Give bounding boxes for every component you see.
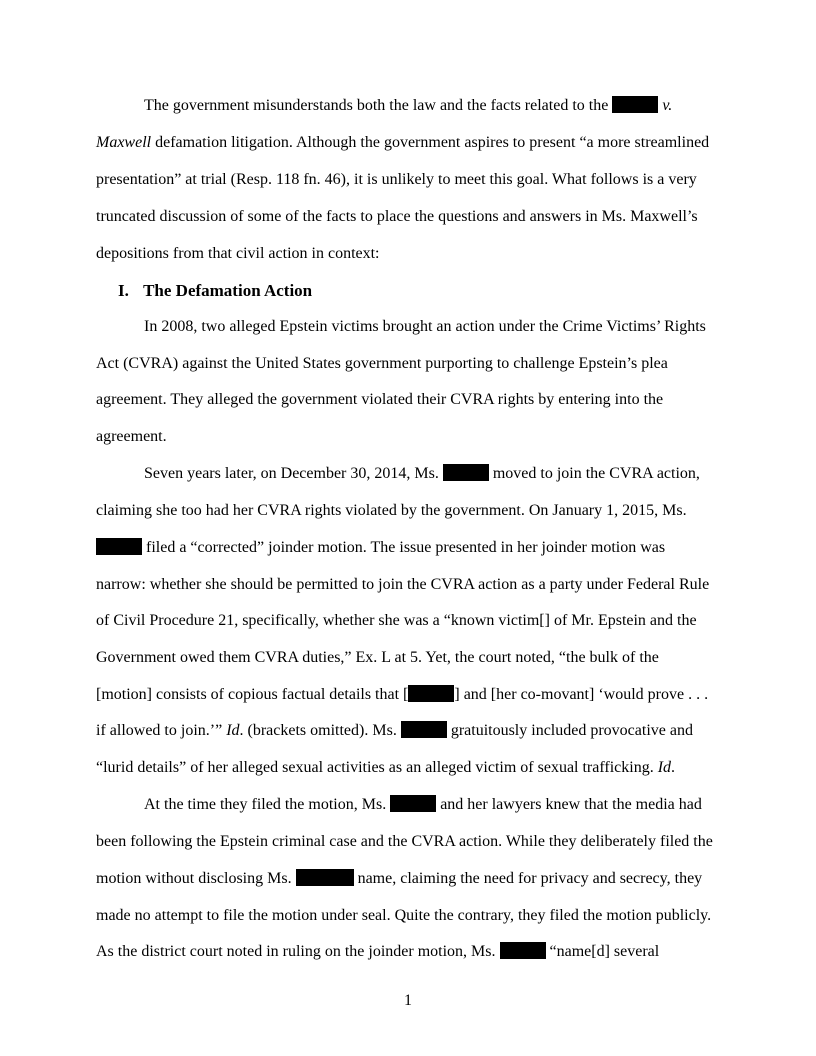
paragraph-2-line-3: agreement. They alleged the government violated their CVRA rights by entering into the — [96, 391, 664, 408]
text: ] and [her co-movant] ‘would prove . . . — [454, 686, 709, 703]
paragraph-3-line-5: of Civil Procedure 21, specifically, whether she was a “known victim[] of Mr. Epstein and the — [96, 612, 697, 629]
text: Seven years later, on December 30, 2014, Ms. — [144, 465, 439, 482]
paragraph-3-line-3 — [96, 538, 665, 558]
paragraph-3-line-4: narrow: whether she should be permitted to join the CVRA action as a party under Federal Rule — [96, 576, 710, 593]
text: [motion] consists of copious factual details that [ — [96, 686, 409, 703]
paragraph-4-line-4: made no attempt to file the motion under seal. Quite the contrary, they filed the motion publicly. — [96, 907, 712, 924]
paragraph-3-line-6: Government owed them CVRA duties,” Ex. L at 5. Yet, the court noted, “the bulk of the — [96, 649, 659, 666]
paragraph-1-line-3: presentation” at trial (Resp. 118 fn. 46), it is unlikely to meet this goal. What follows is a very — [96, 171, 697, 188]
redaction-box — [401, 721, 447, 738]
page-number: 1 — [404, 992, 412, 1009]
paragraph-4-line-3 — [96, 869, 702, 889]
redaction-box — [408, 685, 454, 702]
paragraph-2-line-1: In 2008, two alleged Epstein victims brought an action under the Crime Victims’ Rights — [144, 318, 706, 335]
text: defamation litigation. Although the government aspires to present “a more streamlined — [155, 134, 710, 151]
redaction-box — [443, 464, 489, 481]
heading-title: The Defamation Action — [143, 281, 313, 300]
section-heading — [118, 281, 312, 301]
paragraph-3-line-2: claiming she too had her CVRA rights violated by the government. On January 1, 2015, Ms. — [96, 502, 687, 519]
heading-number: I. — [118, 281, 129, 300]
text: The government misunderstands both the law and the facts related to the — [144, 97, 609, 114]
redaction-box — [390, 795, 436, 812]
paragraph-1-line-5: depositions from that civil action in context: — [96, 245, 380, 262]
citation-italic: Id — [657, 759, 672, 776]
paragraph-3-line-1 — [144, 464, 700, 484]
paragraph-3-line-9 — [96, 758, 675, 778]
text: “lurid details” of her alleged sexual activities as an alleged victim of sexual trafficking. — [96, 759, 654, 776]
paragraph-4-line-2: been following the Epstein criminal case and the CVRA action. While they deliberately filed the — [96, 833, 713, 850]
text: filed a “corrected” joinder motion. The issue presented in her joinder motion was — [146, 539, 666, 556]
text: motion without disclosing Ms. — [96, 870, 292, 887]
paragraph-4-line-5 — [96, 942, 659, 962]
text: . — [671, 759, 676, 776]
text: At the time they filed the motion, Ms. — [144, 796, 387, 813]
paragraph-2-line-4: agreement. — [96, 428, 167, 445]
paragraph-3-line-8 — [96, 721, 693, 741]
text: and her lawyers knew that the media had — [440, 796, 702, 813]
case-name-italic: Maxwell — [96, 134, 152, 151]
paragraph-1-line-1 — [144, 96, 672, 116]
text: if allowed to join.’” — [96, 722, 223, 739]
redaction-box — [612, 96, 658, 113]
text: name, claiming the need for privacy and secrecy, they — [357, 870, 703, 887]
redaction-box — [296, 869, 354, 886]
paragraph-3-line-7 — [96, 685, 708, 705]
text: moved to join the CVRA action, — [492, 465, 700, 482]
italic-text: v. — [662, 97, 673, 114]
paragraph-4-line-1 — [144, 795, 702, 815]
text: . (brackets omitted). Ms. — [239, 722, 397, 739]
paragraph-2-line-2: Act (CVRA) against the United States government purporting to challenge Epstein’s plea — [96, 355, 668, 372]
citation-italic: Id — [226, 722, 240, 739]
text: gratuitously included provocative and — [450, 722, 693, 739]
redaction-box — [96, 538, 142, 555]
text: “name[d] several — [549, 943, 660, 960]
redaction-box — [500, 942, 546, 959]
paragraph-1-line-2 — [96, 133, 709, 153]
paragraph-1-line-4: truncated discussion of some of the facts to place the questions and answers in Ms. Maxwell’s — [96, 208, 698, 225]
text: As the district court noted in ruling on the joinder motion, Ms. — [96, 943, 496, 960]
